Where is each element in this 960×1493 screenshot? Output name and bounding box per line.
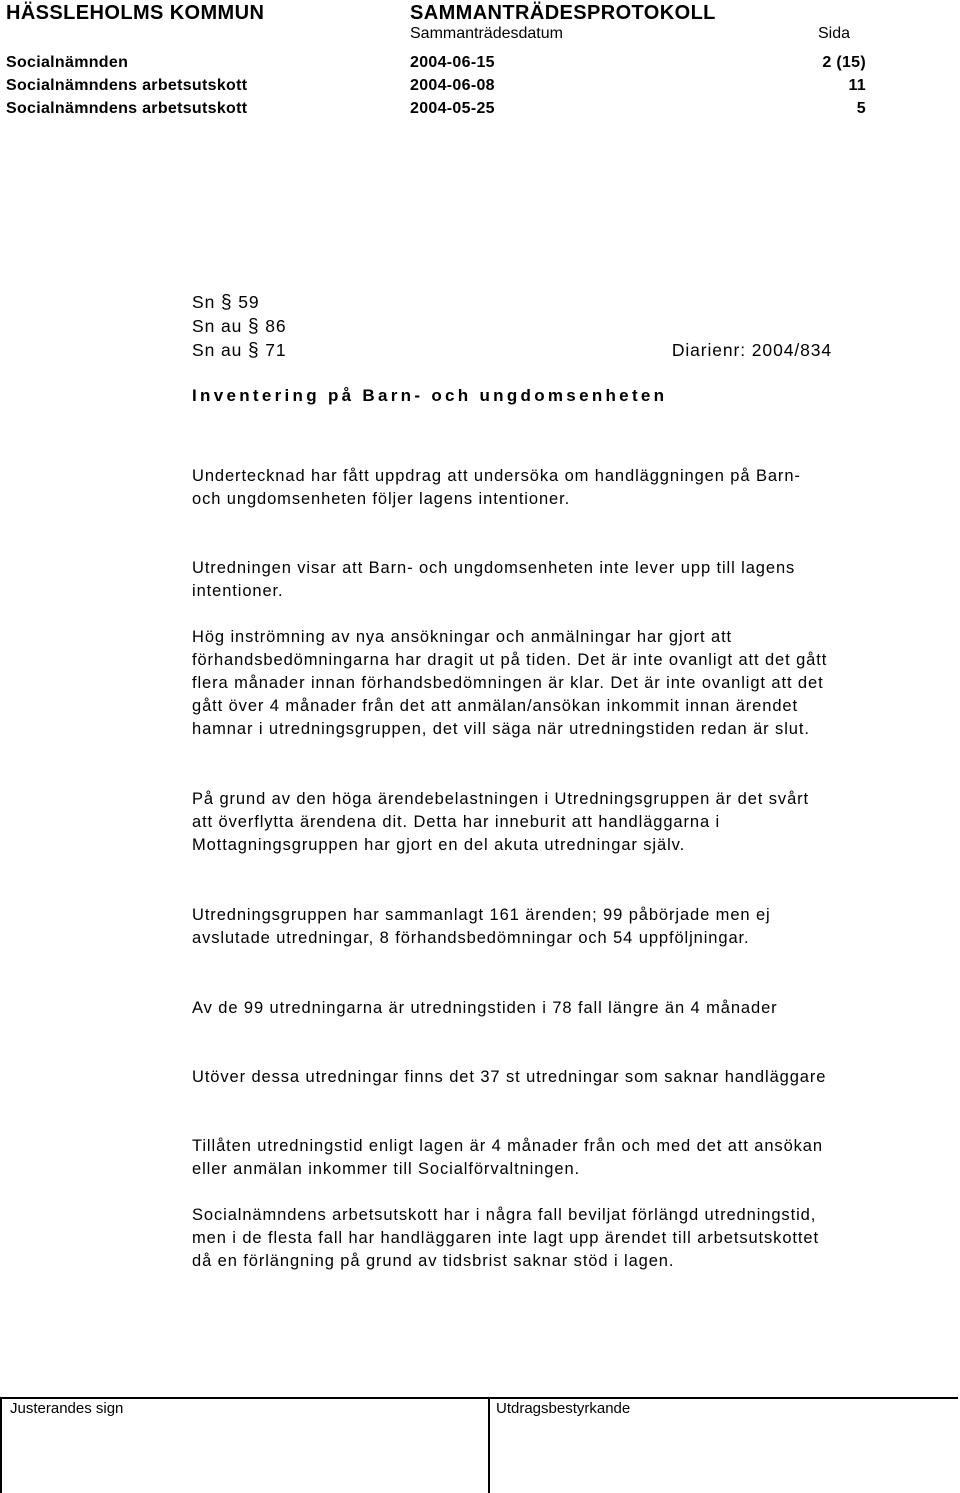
paragraph-reference xyxy=(192,316,287,338)
meeting-body: Socialnämnden xyxy=(6,54,129,71)
reference-prefix: Sn xyxy=(192,292,216,312)
meeting-row xyxy=(6,77,866,97)
paragraph-text: På grund av den höga ärendebelastningen i Utredningsgruppen är det svårt att överflytta ärendena dit. Detta har inneburit att handläggarna i Mottagningsgruppen har gjort en del akuta utredningar själv. xyxy=(192,790,810,855)
document-type: SAMMANTRÄDESPROTOKOLL xyxy=(410,2,716,24)
paragraph-text: Av de 99 utredningarna är utredningstiden i 78 fall längre än 4 månader xyxy=(192,999,778,1017)
body-paragraph xyxy=(192,465,832,511)
footer-divider xyxy=(0,1397,2,1493)
reference-number: 71 xyxy=(265,340,287,360)
section-symbol: § xyxy=(220,292,233,313)
body-paragraph xyxy=(192,788,832,857)
footer-rule xyxy=(0,1397,958,1399)
diary-number: Diarienr: 2004/834 xyxy=(671,340,832,360)
signature-field-label: Justerandes sign xyxy=(10,1400,124,1417)
meeting-date: 2004-06-08 xyxy=(410,77,495,94)
reference-number: 59 xyxy=(238,292,260,312)
reference-prefix: Sn au xyxy=(192,316,243,336)
meeting-page: 2 (15) xyxy=(822,54,866,71)
paragraph-text: Hög inströmning av nya ansökningar och anmälningar har gjort att förhandsbedömningarna har dragit ut på tiden. Det är inte ovanligt att det gått flera månader innan förhandsbedömningen är klar. Det är inte ovanligt att det gått över 4 månader från det att anmälan/ansökan inkommit innan ärendet hamnar i utredningsgruppen, det vill säga när utredningstiden redan är slut. xyxy=(192,628,828,739)
paragraph-text: Tillåten utredningstid enligt lagen är 4 månader från och med det att ansökan eller anmälan inkommer till Socialförvaltningen. xyxy=(192,1137,823,1179)
meeting-body: Socialnämndens arbetsutskott xyxy=(6,77,248,94)
organization-name: HÄSSLEHOLMS KOMMUN xyxy=(6,2,265,24)
paragraph-text: Socialnämndens arbetsutskott har i några fall beviljat förlängd utredningstid, men i de flesta fall har handläggaren inte lagt upp ärendet till arbetsutskottet då en förlängning på grund av tidsbrist saknar stöd i lagen. xyxy=(192,1206,819,1271)
meeting-row xyxy=(6,100,866,120)
paragraph-text: Utöver dessa utredningar finns det 37 st utredningar som saknar handläggare xyxy=(192,1068,827,1086)
meeting-body: Socialnämndens arbetsutskott xyxy=(6,100,248,117)
certification-field-label: Utdragsbestyrkande xyxy=(496,1400,631,1417)
paragraph-text: Utredningen visar att Barn- och ungdomsenheten inte lever upp till lagens intentioner. xyxy=(192,559,796,601)
meeting-row xyxy=(6,54,866,74)
body-paragraph xyxy=(192,1066,832,1089)
footer-divider xyxy=(488,1397,490,1493)
body-paragraph xyxy=(192,1204,832,1273)
meeting-date: 2004-05-25 xyxy=(410,100,495,117)
paragraph-reference xyxy=(192,340,287,362)
paragraph-text: Undertecknad har fått uppdrag att undersöka om handläggningen på Barn- och ungdomsenheten följer lagens intentioner. xyxy=(192,467,801,509)
reference-number: 86 xyxy=(265,316,287,336)
section-symbol: § xyxy=(248,340,260,361)
page-label: Sida xyxy=(818,25,851,42)
body-paragraph xyxy=(192,904,832,950)
section-symbol: § xyxy=(248,316,260,337)
reference-prefix: Sn au xyxy=(192,340,243,360)
meeting-page: 11 xyxy=(848,77,866,94)
body-paragraph xyxy=(192,626,832,741)
paragraph-reference xyxy=(192,292,259,314)
body-paragraph xyxy=(192,1135,832,1181)
body-paragraph xyxy=(192,997,832,1020)
paragraph-text: Utredningsgruppen har sammanlagt 161 ärenden; 99 påbörjade men ej avslutade utredningar, 8 förhandsbedömningar och 54 uppföljningar. xyxy=(192,906,771,948)
document-title: Inventering på Barn- och ungdomsenheten xyxy=(192,386,668,405)
meeting-date-label: Sammanträdesdatum xyxy=(410,25,563,42)
body-paragraph xyxy=(192,557,832,603)
meeting-date: 2004-06-15 xyxy=(410,54,495,71)
meeting-page: 5 xyxy=(856,100,866,117)
